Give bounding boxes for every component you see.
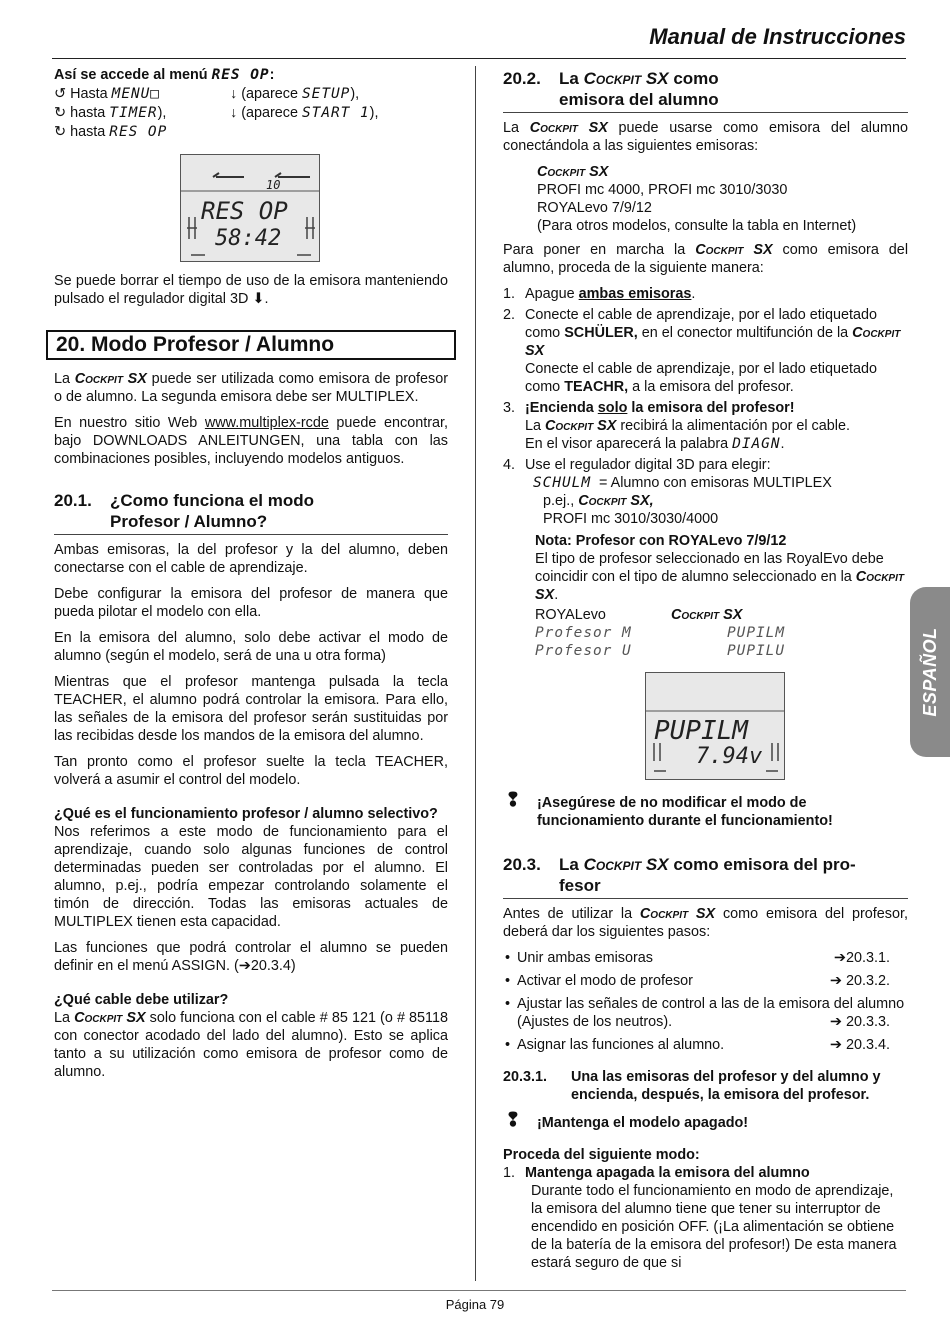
menu-step-2-result: ↓ (aparece START 1), <box>230 105 379 121</box>
s201-para-3: En la emisora del alumno, solo debe activar el modo de alumno (según el modelo, será de una u otra forma) <box>54 630 448 664</box>
menu-step-2: ↻ hasta TIMER), <box>54 105 167 121</box>
section-20-heading: 20. Modo Profesor / Alumno <box>46 330 456 360</box>
lcd2-line-2: 7.94v <box>696 744 763 769</box>
step-2: 2. Conecte el cable de aprendizaje, por el lado etiquetado como SCHÜLER, en el conector multifunción de la Cockpit SX Conecte el cable de aprendizaje, por el lado etiquetado como TEACHR, a la emisora del profesor. <box>503 307 901 395</box>
bullet-item: • Asignar las funciones al alumno. ➔ 20.3.4. <box>503 1036 908 1054</box>
right-column <box>503 66 908 1275</box>
warning-model-off: ❢ ¡Mantenga el modelo apagado! <box>505 1110 749 1131</box>
side-language-tab[interactable]: ESPAÑOL <box>910 587 950 757</box>
step-3: 3. ¡Encienda solo la emisora del profesor! La Cockpit SX recibirá la alimentación por el cable. En el visor aparecerá la palabra DIAGN. <box>503 400 850 452</box>
compatible-transmitters: Cockpit SX PROFI mc 4000, PROFI mc 3010/3030 ROYALevo 7/9/12 (Para otros modelos, consulte la tabla en Internet) <box>537 164 857 234</box>
column-divider <box>475 66 476 1281</box>
menu-steps <box>54 85 448 142</box>
bullet-item: • Activar el modo de profesor ➔ 20.3.2. <box>503 972 908 990</box>
menu-step-3: ↻ hasta RES OP <box>54 124 168 140</box>
step-4: 4. Use el regulador digital 3D para elegir: SCHULM = Alumno con emisoras MULTIPLEX p.ej., Cockpit SX, PROFI mc 3010/3030/4000 Nota: Profesor con ROYALevo 7/9/12 El tipo de profesor seleccionado en las RoyalEvo debe coincidir con el tipo de alumno seleccionado en la Cockpit SX. ROYALevo Cockpit SX Profesor M PUPILM Profesor U PUPILU <box>503 456 908 660</box>
s201-para-1: Ambas emisoras, la del profesor y la del alumno, deben conectarse con el cable de aprendizaje. <box>54 542 448 576</box>
s201-para-5: Tan pronto como el profesor suelte la tecla TEACHER, volverá a asumir el control del modelo. <box>54 754 448 788</box>
section-20-3-1-heading: 20.3.1. Una las emisoras del profesor y del alumno y encienda, después, la emisora del profesor. <box>503 1069 881 1103</box>
s202-para-2: Para poner en marcha la Cockpit SX como emisora del alumno, proceda de la siguiente manera: <box>503 242 909 276</box>
page-header-title: Manual de Instrucciones <box>649 24 906 49</box>
pupil-mapping-table: ROYALevo Cockpit SX Profesor M PUPILM Profesor U PUPILU <box>535 607 785 659</box>
header-rule <box>52 58 906 59</box>
clear-time-text: Se puede borrar el tiempo de uso de la emisora manteniendo pulsado el regulador digital 3D ⬇. <box>54 273 448 307</box>
warning-icon: ❢ <box>505 790 521 811</box>
lcd2-line-1: PUPILM <box>654 716 748 746</box>
lcd-display-res-op <box>180 154 320 262</box>
section-20-para-2: En nuestro sitio Web www.multiplex-rcde puede encontrar, bajo DOWNLOADS ANLEITUNGEN, una tabla con las combinaciones posibles, incluyendo modelos antiguos. <box>54 415 449 467</box>
section-20-3-heading: 20.3. La Cockpit SX como emisora del pro- fesor <box>503 854 908 899</box>
question-cable-para: La Cockpit SX solo funciona con el cable # 85 121 (o # 85118 con conector acodado del lado del alumno). Esto se aplica tanto a su utilización como emisora de profesor como de alumno. <box>54 1010 448 1080</box>
warning-mode: ❢ ¡Asegúrese de no modificar el modo de funcionamiento durante el funcionamiento! <box>505 790 833 829</box>
question-selective-para-1: Nos referimos a este modo de funcionamiento para el aprendizaje, cuando solo algunas funciones de control determinadas pueden ser controladas por el alumno. El alumno, p.ej., podría empezar controlando solamente el timón de dirección. Todas las emisoras actuales de MULTIPLEX tienen esta capacidad. <box>54 824 448 930</box>
multiplex-link[interactable]: www.multiplex-rcde <box>204 415 329 431</box>
page-number: Página 79 <box>445 1297 505 1312</box>
question-selective-para-2: Las funciones que podrá controlar el alumno se pueden definir en el menú ASSIGN. (➔20.3.4) <box>54 940 448 974</box>
bullet-item: • Unir ambas emisoras ➔20.3.1. <box>503 949 908 967</box>
section-20-para-1: La Cockpit SX puede ser utilizada como emisora de profesor o de alumno. La segunda emisora debe ser MULTIPLEX. <box>54 371 449 405</box>
step-1: 1. Apague ambas emisoras. <box>503 286 696 302</box>
s201-para-2: Debe configurar la emisora del profesor de manera que pueda pilotar el modelo con ella. <box>54 586 448 620</box>
bullet-item: • Ajustar las señales de control a las de la emisora del alumno (Ajustes de los neutros). ➔ 20.3.3. <box>503 995 908 1031</box>
section-20-1-heading: 20.1. ¿Como funciona el modo Profesor / Alumno? <box>54 490 448 535</box>
s201-para-4: Mientras que el profesor mantenga pulsada la tecla TEACHER, el alumno podrá controlar la emisora. Para ello, las señales de la emisora del profesor serán sustituidas por las recibidas desde los mandos de la emisora del alumno. <box>54 674 448 744</box>
menu-step-1-result: ↓ (aparece SETUP), <box>230 86 360 102</box>
lcd-line-1: RES OP <box>201 197 288 225</box>
footer-rule <box>52 1290 906 1291</box>
teacher-steps-bullets <box>503 949 908 1054</box>
section-20-2-heading: 20.2. La Cockpit SX como emisora del alumno <box>503 68 908 113</box>
nota-block: Nota: Profesor con ROYALevo 7/9/12 El tipo de profesor seleccionado en las RoyalEvo debe coincidir con el tipo de alumno seleccionado en la Cockpit SX. ROYALevo Cockpit SX Profesor M PUPILM Profesor U PUPILU <box>525 532 908 660</box>
s202-para-1: La Cockpit SX puede usarse como emisora del alumno conectándola a las siguientes emisoras: <box>503 120 908 154</box>
lcd-line-2: 58:42 <box>215 226 282 251</box>
procedure-title: Proceda del siguiente modo: <box>503 1147 700 1163</box>
student-steps-list <box>503 285 908 660</box>
s203-para-1: Antes de utilizar la Cockpit SX como emisora del profesor, deberá dar los siguientes pasos: <box>503 906 908 940</box>
question-selective-title: ¿Qué es el funcionamiento profesor / alumno selectivo? <box>54 806 438 822</box>
lcd-top-value: 10 <box>266 178 281 192</box>
menu-access-title: Así se accede al menú RES OP: <box>54 67 275 83</box>
warning-icon: ❢ <box>505 1110 521 1131</box>
procedure-step-1: 1. Mantenga apagada la emisora del alumno Durante todo el funcionamiento en modo de aprendizaje, la emisora del alumno tiene que tener su interruptor de encendido en posición OFF. (¡La alimentación se obtiene de la batería de la emisora del profesor!) De esta manera estará seguro de que si <box>503 1165 897 1271</box>
question-cable-title: ¿Qué cable debe utilizar? <box>54 992 229 1008</box>
procedure-list <box>503 1164 908 1272</box>
left-column <box>54 66 448 1089</box>
menu-step-1: ↺ Hasta MENU□ <box>54 86 160 102</box>
lcd-display-pupilm <box>645 672 785 780</box>
